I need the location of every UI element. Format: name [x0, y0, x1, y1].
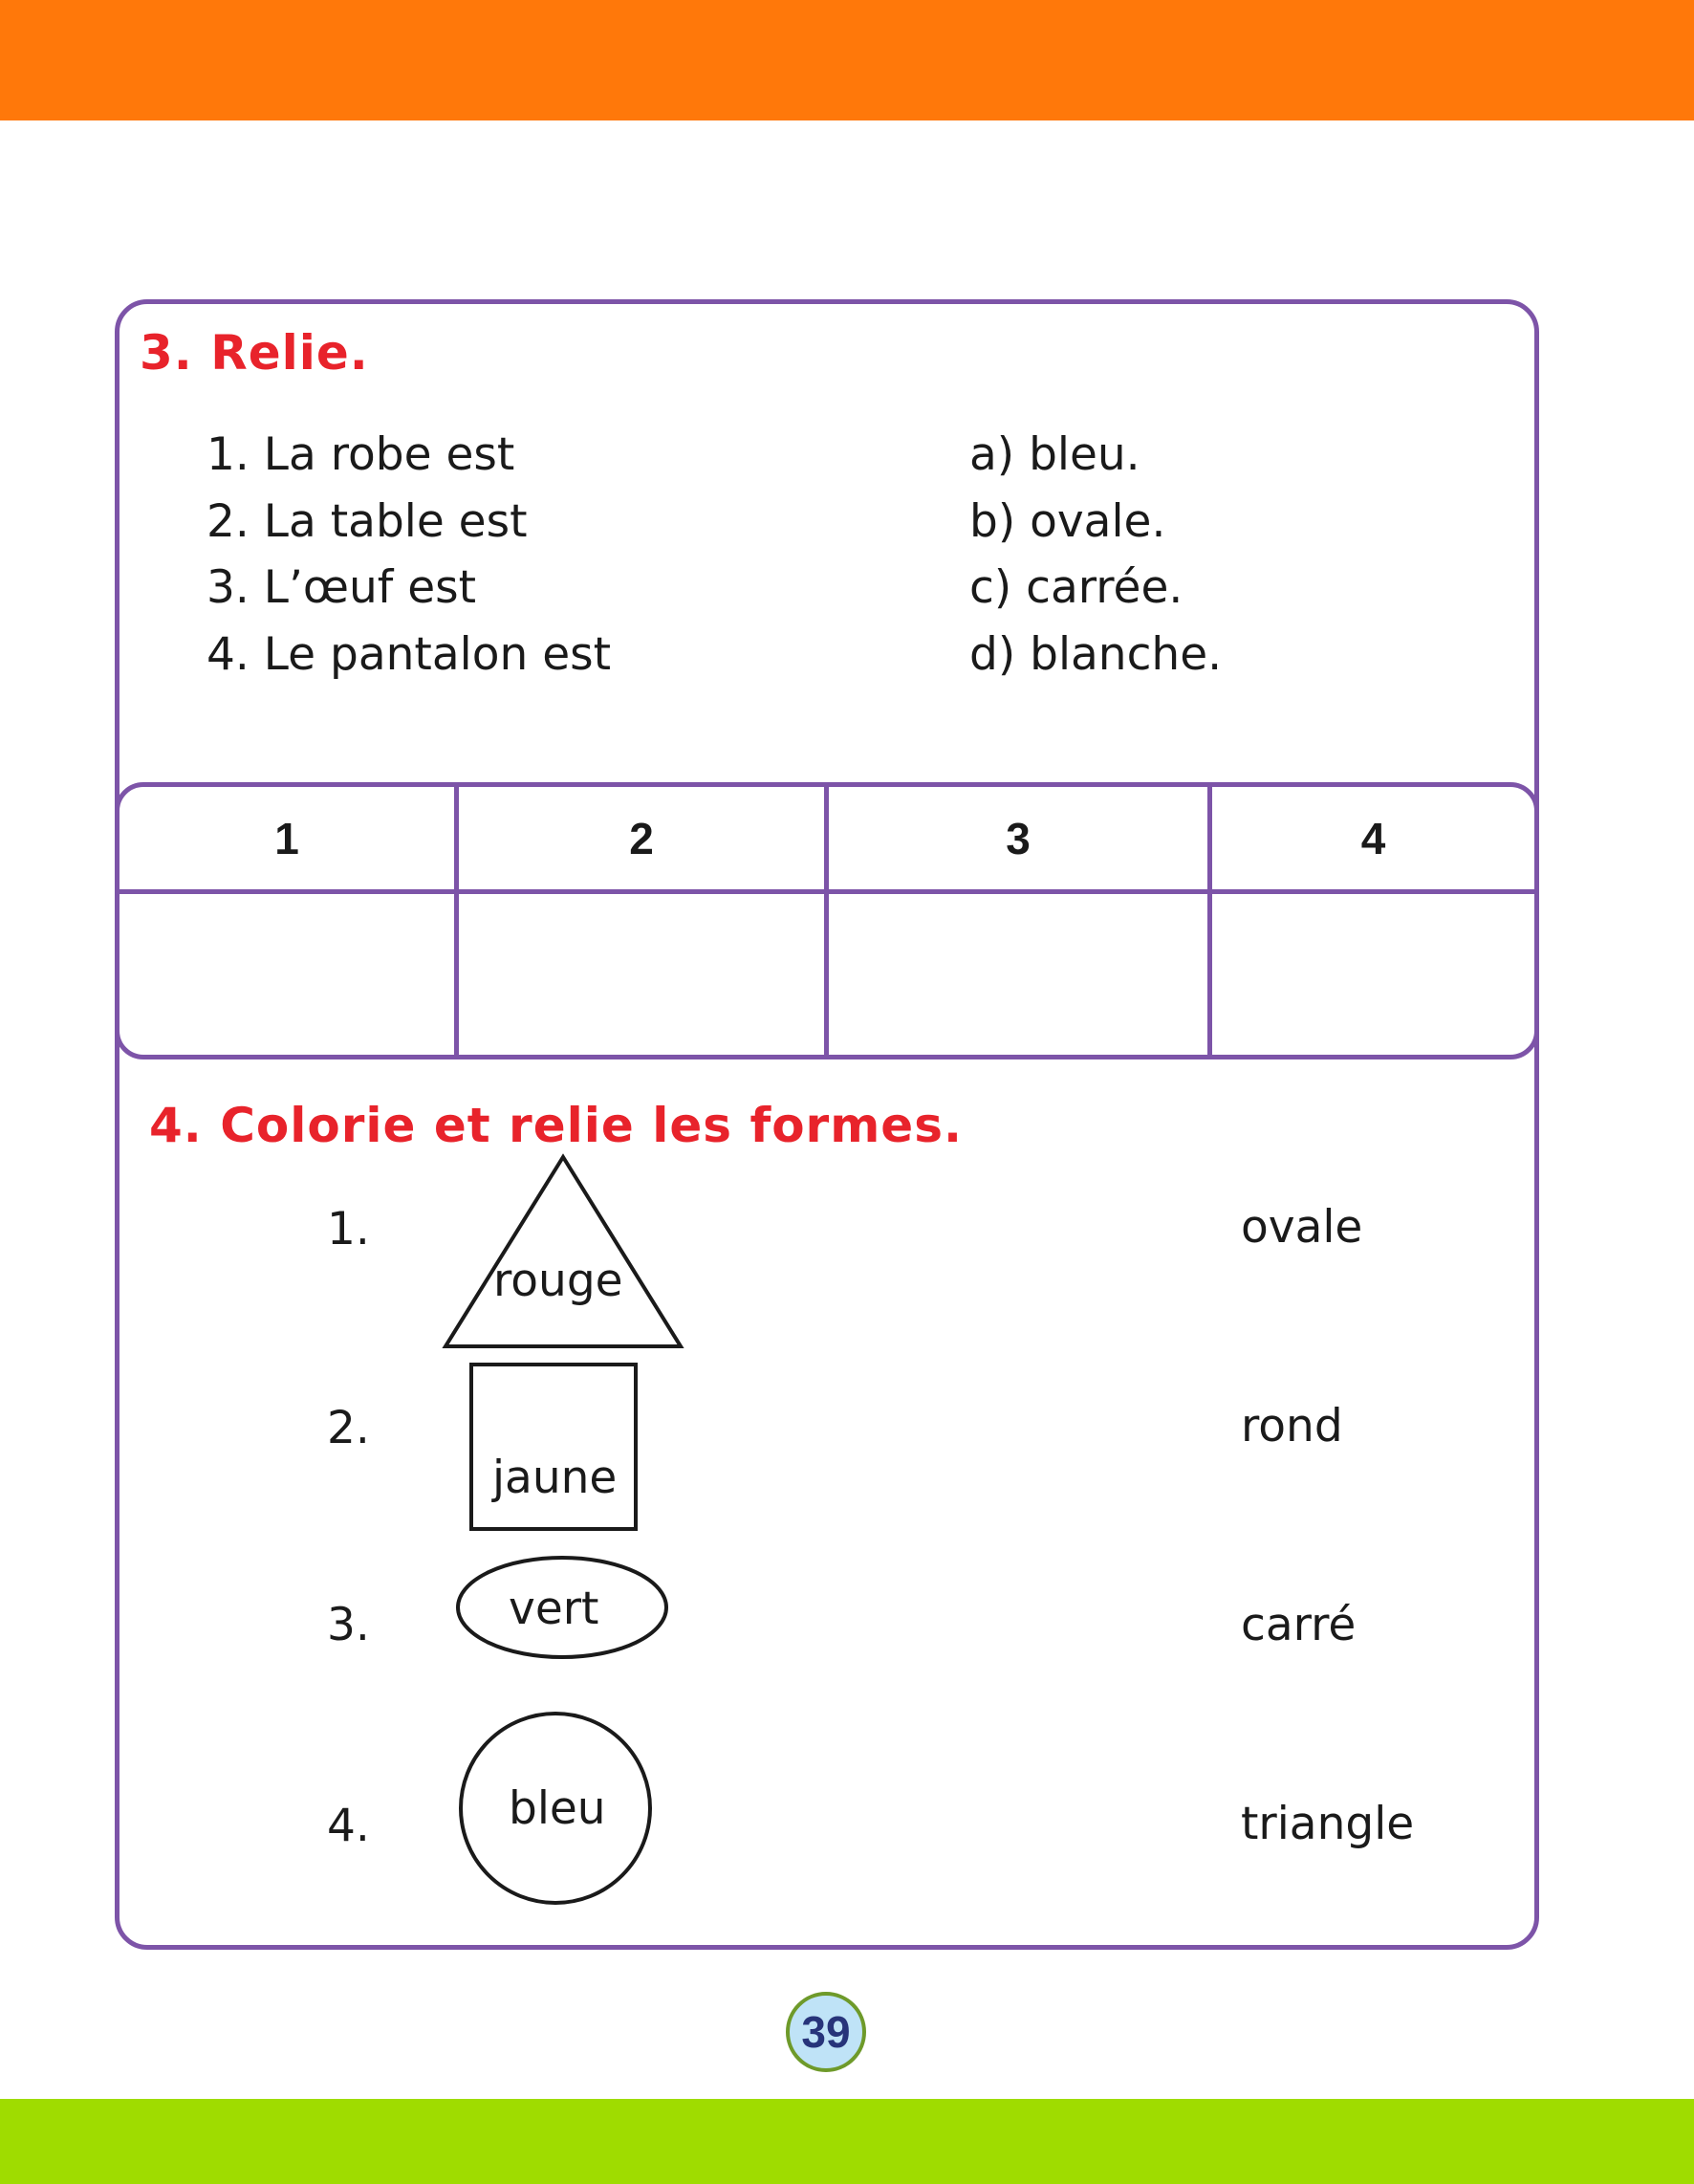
grid-header-4: 4	[1360, 813, 1386, 863]
match-left-item-2: 2. La table est	[206, 495, 528, 548]
oval-color-label: vert	[509, 1583, 599, 1635]
circle-color-label: bleu	[509, 1782, 606, 1835]
match-right-item-b: b) ovale.	[969, 495, 1166, 548]
exercise-3-title: 3. Relie.	[140, 325, 369, 381]
square-shape[interactable]	[469, 1363, 638, 1531]
shape-number-3: 3.	[327, 1599, 370, 1651]
answer-cell-4[interactable]	[1212, 894, 1534, 1055]
shape-number-1: 1.	[327, 1203, 370, 1256]
shape-word-4: triangle	[1241, 1798, 1415, 1850]
shape-number-2: 2.	[327, 1402, 370, 1454]
page-number-badge: 39	[786, 1992, 866, 2072]
answer-grid	[115, 782, 1539, 1059]
shape-word-1: ovale	[1241, 1201, 1363, 1254]
square-color-label: jaune	[492, 1452, 618, 1504]
triangle-shape[interactable]	[442, 1153, 684, 1350]
grid-header-3: 3	[1006, 813, 1031, 863]
exercise-4-title: 4. Colorie et relie les formes.	[149, 1098, 963, 1153]
match-right-item-c: c) carrée.	[969, 561, 1184, 614]
grid-header-1: 1	[274, 813, 299, 863]
shape-number-4: 4.	[327, 1800, 370, 1852]
answer-cell-1[interactable]	[119, 894, 454, 1055]
match-left-item-3: 3. L’œuf est	[206, 561, 477, 614]
triangle-color-label: rouge	[493, 1255, 623, 1307]
match-right-item-a: a) bleu.	[969, 428, 1140, 481]
match-left-item-4: 4. Le pantalon est	[206, 628, 612, 681]
answer-cell-3[interactable]	[829, 894, 1207, 1055]
shape-word-3: carré	[1241, 1599, 1357, 1651]
top-color-band	[0, 0, 1694, 120]
match-right-item-d: d) blanche.	[969, 628, 1223, 681]
answer-cell-2[interactable]	[459, 894, 824, 1055]
grid-header-2: 2	[629, 813, 654, 863]
shape-word-2: rond	[1241, 1400, 1343, 1452]
bottom-color-band	[0, 2099, 1694, 2184]
match-left-item-1: 1. La robe est	[206, 428, 515, 481]
